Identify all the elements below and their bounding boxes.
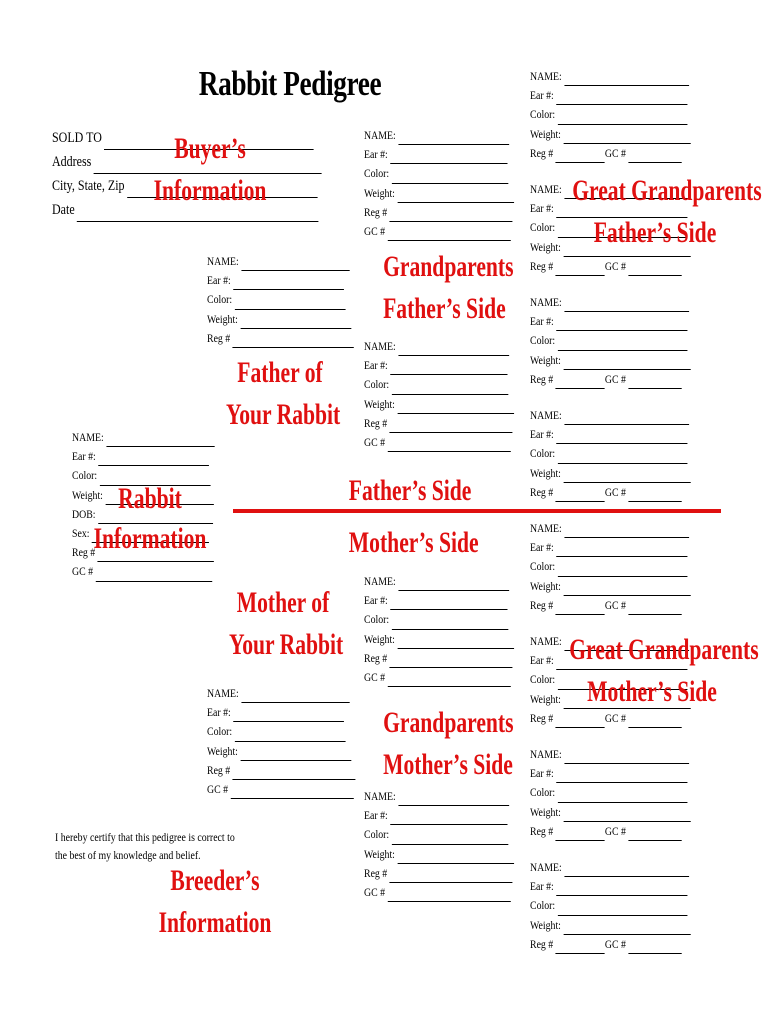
gpm1-ear-field[interactable] [390, 597, 507, 610]
father-label-line2: Your Rabbit [226, 398, 341, 431]
fathers-side-label: Father’s Side [348, 474, 472, 507]
ggp5-color-field[interactable] [558, 564, 688, 577]
gpf2-gc-field[interactable] [388, 439, 511, 452]
ggp6-weight-label: Weight: [530, 691, 561, 706]
ggp1-name-label: NAME: [530, 68, 562, 83]
gpm1-color-label: Color: [364, 612, 390, 627]
ggp-4-block [530, 406, 690, 502]
gp-father-2-block [364, 337, 514, 452]
gpf1-ear-label: Ear #: [364, 147, 388, 162]
breeder-label-line2: Information [158, 906, 272, 939]
gpf1-color-field[interactable] [392, 171, 508, 184]
mother-block [207, 684, 356, 799]
mother-gc-label: GC # [207, 781, 229, 796]
ggp5-gc-field[interactable] [628, 602, 681, 615]
rabbit-weight-label: Weight: [72, 487, 103, 502]
gpf2-reg-label: Reg # [364, 415, 388, 430]
mothers-side-label: Mother’s Side [348, 526, 479, 559]
gp-mother-label-line1: Grandparents [383, 706, 514, 739]
gpf2-name-field[interactable] [398, 343, 509, 356]
ggp3-ear-label: Ear #: [530, 314, 554, 329]
ggp3-color-field[interactable] [558, 338, 688, 351]
ggp5-reg-label: Reg # [530, 597, 554, 612]
gpm1-name-label: NAME: [364, 573, 396, 588]
ggp1-color-label: Color: [530, 107, 556, 122]
ggp5-name-label: NAME: [530, 520, 562, 535]
mother-name-field[interactable] [241, 690, 349, 703]
rabbit-reg-label: Reg # [72, 545, 96, 560]
breeder-label-line1: Breeder’s [170, 864, 260, 897]
ggp6-gc-label: GC # [604, 710, 626, 725]
ggp7-ear-label: Ear #: [530, 766, 554, 781]
address-label: Address [52, 154, 92, 170]
ggp5-ear-field[interactable] [556, 544, 687, 557]
ggp5-reg-field[interactable] [556, 602, 605, 615]
mother-ear-label: Ear #: [207, 705, 231, 720]
ggp6-reg-label: Reg # [530, 710, 554, 725]
ggp-7-block [530, 745, 690, 841]
ggp4-ear-field[interactable] [556, 431, 687, 444]
gpm1-reg-field[interactable] [390, 655, 513, 668]
gpm1-color-field[interactable] [392, 617, 508, 630]
gpf1-gc-field[interactable] [388, 228, 511, 241]
ggp8-color-label: Color: [530, 898, 556, 913]
ggp2-gc-label: GC # [604, 258, 626, 273]
gpm1-ear-label: Ear #: [364, 593, 388, 608]
ggp6-name-label: NAME: [530, 633, 562, 648]
ggp2-weight-label: Weight: [530, 239, 561, 254]
rabbit-label-line1: Rabbit [118, 482, 182, 515]
father-name-field[interactable] [241, 258, 349, 271]
rabbit-label-2 [85, 518, 215, 560]
gpf2-ear-label: Ear #: [364, 358, 388, 373]
gpf1-weight-label: Weight: [364, 185, 395, 200]
father-color-label: Color: [207, 292, 233, 307]
ggp6-gc-field[interactable] [628, 715, 681, 728]
gpm1-gc-label: GC # [364, 669, 386, 684]
ggp2-reg-field[interactable] [556, 263, 605, 276]
father-reg-field[interactable] [233, 335, 354, 348]
ggp2-name-label: NAME: [530, 181, 562, 196]
ggp7-gc-label: GC # [604, 823, 626, 838]
ggp1-name-field[interactable] [564, 73, 689, 86]
certification-line1: I hereby certify that this pedigree is correct to [55, 830, 235, 844]
ggp-father-label-line2: Father’s Side [593, 216, 717, 249]
father-label-line1: Father of [237, 356, 323, 389]
gpm2-weight-label: Weight: [364, 846, 395, 861]
mother-color-label: Color: [207, 724, 233, 739]
mother-reg-label: Reg # [207, 762, 231, 777]
ggp8-weight-field[interactable] [563, 922, 690, 935]
ggp5-gc-label: GC # [604, 597, 626, 612]
ggp3-weight-field[interactable] [563, 357, 690, 370]
ggp5-color-label: Color: [530, 559, 556, 574]
ggp8-reg-label: Reg # [530, 936, 554, 951]
ggp8-gc-field[interactable] [628, 941, 681, 954]
gpf1-name-field[interactable] [398, 132, 509, 145]
gpf1-name-label: NAME: [364, 127, 396, 142]
ggp3-reg-field[interactable] [556, 376, 605, 389]
ggp7-reg-label: Reg # [530, 823, 554, 838]
ggp2-color-label: Color: [530, 220, 556, 235]
rabbit-name-label: NAME: [72, 429, 104, 444]
ggp4-reg-field[interactable] [556, 489, 605, 502]
ggp5-weight-label: Weight: [530, 578, 561, 593]
gpf2-color-field[interactable] [392, 382, 508, 395]
buyer-label [145, 128, 275, 170]
ggp6-reg-field[interactable] [556, 715, 605, 728]
gpf2-gc-label: GC # [364, 434, 386, 449]
ggp4-gc-label: GC # [604, 484, 626, 499]
buyer-label-line1: Buyer’s [174, 132, 246, 165]
ggp6-color-label: Color: [530, 672, 556, 687]
father-block [207, 252, 354, 348]
certification-line2: the best of my knowledge and belief. [55, 848, 201, 862]
ggp1-reg-label: Reg # [530, 145, 554, 160]
ggp2-reg-label: Reg # [530, 258, 554, 273]
mother-weight-field[interactable] [240, 748, 351, 761]
page-title: Rabbit Pedigree [198, 64, 382, 103]
father-weight-field[interactable] [240, 316, 351, 329]
ggp4-reg-label: Reg # [530, 484, 554, 499]
gpf2-name-label: NAME: [364, 338, 396, 353]
rabbit-name-field[interactable] [106, 434, 214, 447]
gp-mother-label-line2: Mother’s Side [383, 748, 513, 781]
gpm2-name-label: NAME: [364, 788, 396, 803]
gpf1-gc-label: GC # [364, 223, 386, 238]
ggp3-name-field[interactable] [564, 299, 689, 312]
gpf1-reg-field[interactable] [390, 209, 513, 222]
mother-weight-label: Weight: [207, 743, 238, 758]
ggp7-weight-field[interactable] [563, 809, 690, 822]
ggp7-gc-field[interactable] [628, 828, 681, 841]
ggp8-weight-label: Weight: [530, 917, 561, 932]
gpf1-color-label: Color: [364, 166, 390, 181]
breeder-label [154, 860, 276, 944]
ggp-father-label-line1: Great Grandparents [572, 174, 762, 207]
ggp4-weight-field[interactable] [563, 470, 690, 483]
gpm1-weight-label: Weight: [364, 631, 395, 646]
ggp3-ear-field[interactable] [556, 318, 687, 331]
rabbit-color-label: Color: [72, 468, 98, 483]
gpf2-color-label: Color: [364, 377, 390, 392]
ggp8-ear-field[interactable] [556, 883, 687, 896]
ggp5-weight-field[interactable] [563, 583, 690, 596]
ggp1-ear-label: Ear #: [530, 88, 554, 103]
ggp7-reg-field[interactable] [556, 828, 605, 841]
ggp8-name-label: NAME: [530, 859, 562, 874]
ggp6-ear-label: Ear #: [530, 653, 554, 668]
gpf2-reg-field[interactable] [390, 420, 513, 433]
ggp7-color-label: Color: [530, 785, 556, 800]
gpm1-weight-field[interactable] [397, 636, 513, 649]
ggp4-weight-label: Weight: [530, 465, 561, 480]
rabbit-dob-label: DOB: [72, 506, 96, 521]
date-label: Date [52, 202, 75, 218]
ggp4-ear-label: Ear #: [530, 427, 554, 442]
gpm2-color-field[interactable] [392, 832, 508, 845]
ggp-1-block [530, 67, 690, 163]
father-weight-label: Weight: [207, 311, 238, 326]
ggp5-ear-label: Ear #: [530, 540, 554, 555]
ggp8-color-field[interactable] [558, 903, 688, 916]
mother-name-label: NAME: [207, 685, 239, 700]
gpm2-color-label: Color: [364, 827, 390, 842]
buyer-label-2 [138, 170, 282, 212]
ggp8-name-field[interactable] [564, 864, 689, 877]
ggp-8-block [530, 858, 690, 954]
ggp4-gc-field[interactable] [628, 489, 681, 502]
gp-father-1-block [364, 126, 514, 241]
mother-label [229, 582, 344, 666]
gp-mother-label [383, 702, 514, 786]
ggp3-reg-label: Reg # [530, 371, 554, 386]
ggp7-ear-field[interactable] [556, 770, 687, 783]
gpm2-ear-label: Ear #: [364, 808, 388, 823]
gpm2-name-field[interactable] [398, 793, 509, 806]
ggp-mother-label-line1: Great Grandparents [569, 633, 759, 666]
mother-label-line2: Your Rabbit [229, 628, 344, 661]
ggp-5-block [530, 519, 690, 615]
mother-ear-field[interactable] [233, 709, 344, 722]
ggp3-gc-label: GC # [604, 371, 626, 386]
ggp4-name-label: NAME: [530, 407, 562, 422]
ggp1-weight-label: Weight: [530, 126, 561, 141]
mother-reg-field[interactable] [233, 767, 356, 780]
ggp5-name-field[interactable] [564, 525, 689, 538]
ggp8-ear-label: Ear #: [530, 879, 554, 894]
ggp7-color-field[interactable] [558, 790, 688, 803]
ggp4-name-field[interactable] [564, 412, 689, 425]
father-label [226, 352, 341, 436]
gpm2-ear-field[interactable] [390, 812, 507, 825]
mother-gc-field[interactable] [231, 786, 354, 799]
ggp8-gc-label: GC # [604, 936, 626, 951]
ggp1-gc-field[interactable] [628, 150, 681, 163]
ggp-father-label [572, 170, 762, 254]
gpf1-reg-label: Reg # [364, 204, 388, 219]
rabbit-gc-field[interactable] [96, 569, 212, 582]
rabbit-ear-field[interactable] [98, 453, 209, 466]
gpf1-ear-field[interactable] [390, 151, 507, 164]
rabbit-ear-label: Ear #: [72, 449, 96, 464]
father-name-label: NAME: [207, 253, 239, 268]
father-color-field[interactable] [235, 297, 346, 310]
gpm2-weight-field[interactable] [397, 851, 513, 864]
ggp3-gc-field[interactable] [628, 376, 681, 389]
gpf2-weight-label: Weight: [364, 396, 395, 411]
gp-mother-1-block [364, 572, 514, 687]
ggp7-name-label: NAME: [530, 746, 562, 761]
certification-text [55, 828, 235, 864]
ggp2-gc-field[interactable] [628, 263, 681, 276]
gpm1-name-field[interactable] [398, 578, 509, 591]
gpm2-gc-label: GC # [364, 884, 386, 899]
ggp7-name-field[interactable] [564, 751, 689, 764]
ggp7-weight-label: Weight: [530, 804, 561, 819]
mother-color-field[interactable] [235, 729, 346, 742]
buyer-label-line2: Information [153, 174, 267, 207]
gpm1-gc-field[interactable] [388, 674, 511, 687]
father-reg-label: Reg # [207, 330, 231, 345]
mother-label-line1: Mother of [236, 586, 330, 619]
ggp3-color-label: Color: [530, 333, 556, 348]
gpf2-weight-field[interactable] [397, 401, 513, 414]
city-state-zip-label: City, State, Zip [52, 178, 125, 194]
gpm2-reg-label: Reg # [364, 865, 388, 880]
ggp3-name-label: NAME: [530, 294, 562, 309]
rabbit-label-line2: Information [93, 522, 207, 555]
sold-to-label: SOLD TO [52, 130, 102, 146]
gpf2-ear-field[interactable] [390, 362, 507, 375]
ggp-mother-label-line2: Mother’s Side [587, 675, 717, 708]
father-ear-field[interactable] [233, 277, 344, 290]
gp-father-label-line1: Grandparents [383, 250, 514, 283]
ggp4-color-field[interactable] [558, 451, 688, 464]
ggp1-weight-field[interactable] [563, 131, 690, 144]
gpm1-reg-label: Reg # [364, 650, 388, 665]
rabbit-sex-label: Sex: [72, 525, 90, 540]
gp-mother-2-block [364, 787, 514, 902]
ggp1-reg-field[interactable] [556, 150, 605, 163]
father-ear-label: Ear #: [207, 273, 231, 288]
rabbit-gc-label: GC # [72, 564, 94, 579]
gpm2-gc-field[interactable] [388, 889, 511, 902]
rabbit-label [100, 478, 201, 520]
ggp1-ear-field[interactable] [556, 92, 687, 105]
ggp1-color-field[interactable] [558, 112, 688, 125]
ggp-mother-label [569, 629, 759, 713]
gp-father-label-line2: Father’s Side [383, 292, 506, 325]
side-divider [233, 509, 721, 513]
gpf1-weight-field[interactable] [397, 190, 513, 203]
gp-father-label [383, 246, 514, 330]
ggp-3-block [530, 293, 690, 389]
ggp8-reg-field[interactable] [556, 941, 605, 954]
ggp4-color-label: Color: [530, 446, 556, 461]
ggp3-weight-label: Weight: [530, 352, 561, 367]
ggp2-ear-label: Ear #: [530, 201, 554, 216]
ggp1-gc-label: GC # [604, 145, 626, 160]
gpm2-reg-field[interactable] [390, 870, 513, 883]
